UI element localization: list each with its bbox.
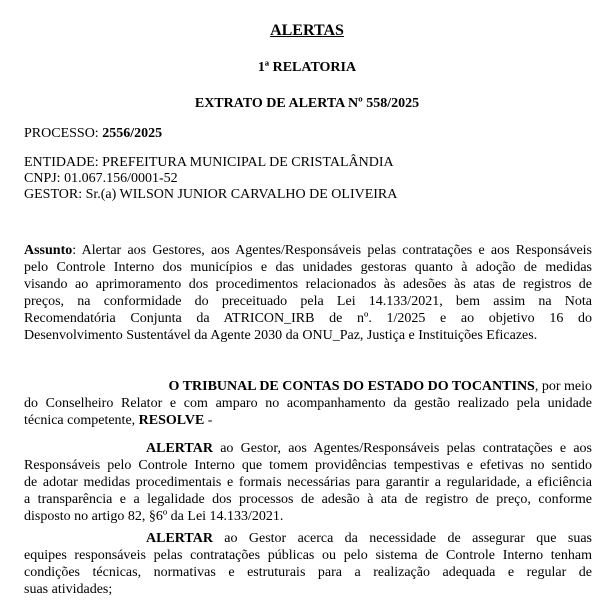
cnpj-line: CNPJ: 01.067.156/0001-52 [24,171,178,186]
assunto-line-2: pelo Controle Interno dos municípios e das unidades gestoras quanto à adoção de medidas [24,260,592,275]
relatoria-heading: 1ª RELATORIA [257,60,357,75]
tribunal-line-3: técnica competente, RESOLVE - [24,413,213,428]
alerta2-line-1: ALERTAR ao Gestor acerca da necessidade de assegurar que suas [146,531,592,546]
assunto-line-4: preços, na conformidade do preceituado pela Lei 14.133/2021, bem assim na Nota [24,294,592,309]
processo-number: 2556/2025 [102,126,163,141]
alerta1-line-5: disposto no artigo 82, §6º da Lei 14.133/2021. [24,509,284,524]
processo-line [24,126,162,142]
assunto-line-1: Assunto: Alertar aos Gestores, aos Agentes/Responsáveis pelas contratações e aos Responsáveis [24,243,592,258]
entidade-line: ENTIDADE: PREFEITURA MUNICIPAL DE CRISTALÂNDIA [24,155,394,170]
alerta2-line-3: condições técnicas, normativas e estruturais para a realização adequada e regular de [24,565,592,580]
tribunal-name: O TRIBUNAL DE CONTAS DO ESTADO DO TOCANTINS [168,379,535,394]
alerta2-line-4: suas atividades; [24,582,113,597]
alerta1-line-4: a transparência e a legalidade dos processos de adesão à ata de registro de preço, conforme [24,492,592,507]
alerta1-line-3: de adotar medidas procedimentais e formais necessárias para garantir a regularidade, a eficiência [24,475,592,490]
assunto-line-5: Recomendatória Conjunta da ATRICON_IRB de nº. 1/2025 e ao objetivo 16 do [24,311,592,326]
document-title: ALERTAS [270,22,344,39]
assunto-label: Assunto [24,243,73,258]
gestor-line: GESTOR: Sr.(a) WILSON JUNIOR CARVALHO DE OLIVEIRA [24,187,398,202]
assunto-line-6: Desenvolvimento Sustentável da Agente 2030 da ONU_Paz, Justiça e Instituições Eficazes. [24,328,538,343]
tribunal-line-2: do Conselheiro Relator e com amparo no acompanhamento da gestão realizado pela unidade [24,396,592,411]
alerta1-line-1: ALERTAR ao Gestor, aos Agentes/Responsáveis pelas contratações e aos [146,441,592,456]
resolve-keyword: RESOLVE [138,413,205,428]
tribunal-line-1: O TRIBUNAL DE CONTAS DO ESTADO DO TOCANTINS, por meio [168,379,592,394]
extract-heading: EXTRATO DE ALERTA Nº 558/2025 [194,96,420,111]
assunto-line-3: visando ao aprimoramento dos procedimentos relacionados às adesões às atas de registros de [24,277,592,292]
alerta1-line-2: Responsáveis pelo Controle Interno que tomem providências tempestivas e efetivas no sentido [24,458,592,473]
alerta2-line-2: equipes responsáveis pelas contratações públicas ou pelo sistema de Controle Interno tenham [24,548,592,563]
processo-label: PROCESSO: [24,126,99,141]
alerta1-keyword: ALERTAR [146,441,213,456]
alerta2-keyword: ALERTAR [146,531,213,546]
